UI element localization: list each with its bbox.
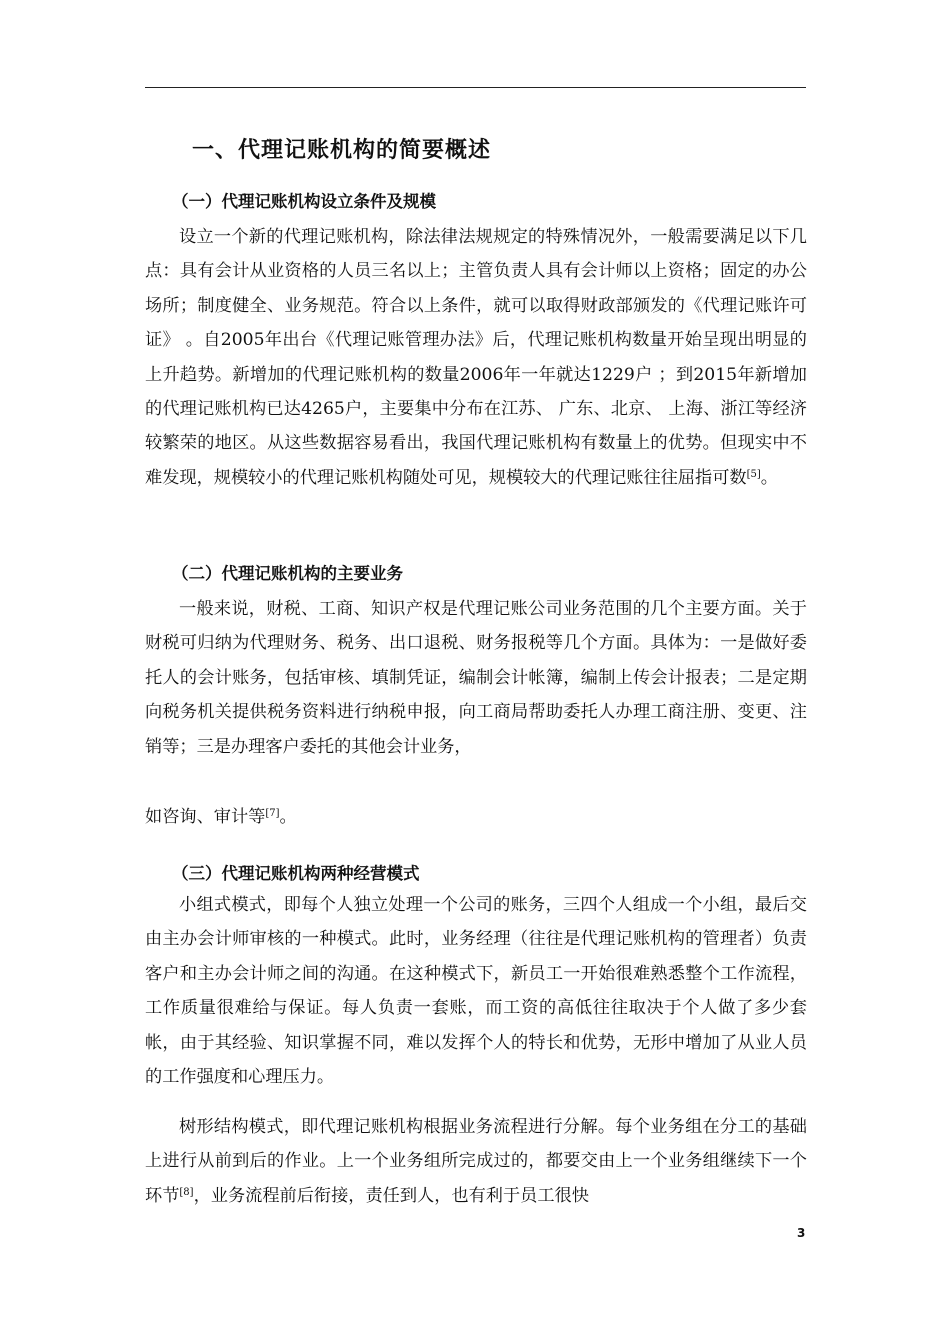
paragraph-tail: 。	[279, 807, 297, 827]
paragraph-setup-conditions	[145, 220, 807, 495]
paragraph-text: 小组式模式，即每个人独立处理一个公司的账务，三四个人组成一个小组，最后交由主办会计师审核的一种模式。此时，业务经理（往往是代理记账机构的管理者）负责客户和主办会计师之间的沟通。在这种模式下，新员工一开始很难熟悉整个工作流程，工作质量很难给与保证。每人负责一套账，而工资的高低往往取决于个人做了多少套帐，由于其经验、知识掌握不同，难以发挥个人的特长和优势，无形中增加了从业人员的工作强度和心理压力。	[145, 895, 807, 1088]
subsection-heading-2: （二）代理记账机构的主要业务	[172, 564, 403, 583]
subsection-heading-3: （三）代理记账机构两种经营模式	[172, 864, 420, 883]
paragraph-tail: ，业务流程前后衔接，责任到人，也有利于员工很快	[193, 1185, 589, 1206]
section-title: 一、代理记账机构的简要概述	[192, 138, 492, 163]
paragraph-tree-mode	[145, 1110, 807, 1213]
citation: [8]	[179, 1186, 194, 1198]
paragraph-text: 树形结构模式，即代理记账机构根据业务流程进行分解。每个业务组在分工的基础上进行从前到后的作业。上一个业务组所完成过的，都要交由上一个业务组继续下一个环节	[145, 1117, 807, 1206]
citation: [5]	[746, 468, 761, 480]
paragraph-text: 设立一个新的代理记账机构，除法律法规规定的特殊情况外，一般需要满足以下几点：具有会计从业资格的人员三名以上；主管负责人具有会计师以上资格；固定的办公场所；制度健全、业务规范。符合以上条件，就可以取得财政部颁发的《代理记账许可证》 。自2005年出台《代理记账管理办法》后，代理记账机构数量开始呈现出明显的上升趋势。新增加的代理记账机构的数量2006年一年就达1229户 ；到2015年新增加的代理记账机构已达4265户，主要集中分布在江苏、 广东、北京、 上海、浙江等经济较繁荣的地区。从这些数据容易看出，我国代理记账机构有数量上的优势。但现实中不难发现，规模较小的代理记账机构随处可见，规模较大的代理记账往往屈指可数	[145, 227, 807, 488]
subsection-heading-1: （一）代理记账机构设立条件及规模	[172, 192, 436, 211]
paragraph-text: 一般来说，财税、工商、知识产权是代理记账公司业务范围的几个主要方面。关于财税可归纳为代理财务、税务、出口退税、财务报税等几个方面。具体为：一是做好委托人的会计账务，包括审核、填制凭证，编制会计帐簿，编制上传会计报表；二是定期向税务机关提供税务资料进行纳税申报，向工商局帮助委托人办理工商注册、变更、注销等；三是办理客户委托的其他会计业务，	[145, 599, 807, 757]
paragraph-text: 如咨询、审计等	[145, 807, 266, 827]
paragraph-group-mode	[145, 888, 807, 1094]
citation: [7]	[265, 808, 280, 819]
paragraph-tail: 。	[760, 467, 778, 488]
paragraph-main-business-cont	[145, 800, 807, 834]
header-rule	[145, 87, 806, 88]
paragraph-main-business	[145, 592, 807, 764]
page-number: 3	[797, 1226, 806, 1240]
